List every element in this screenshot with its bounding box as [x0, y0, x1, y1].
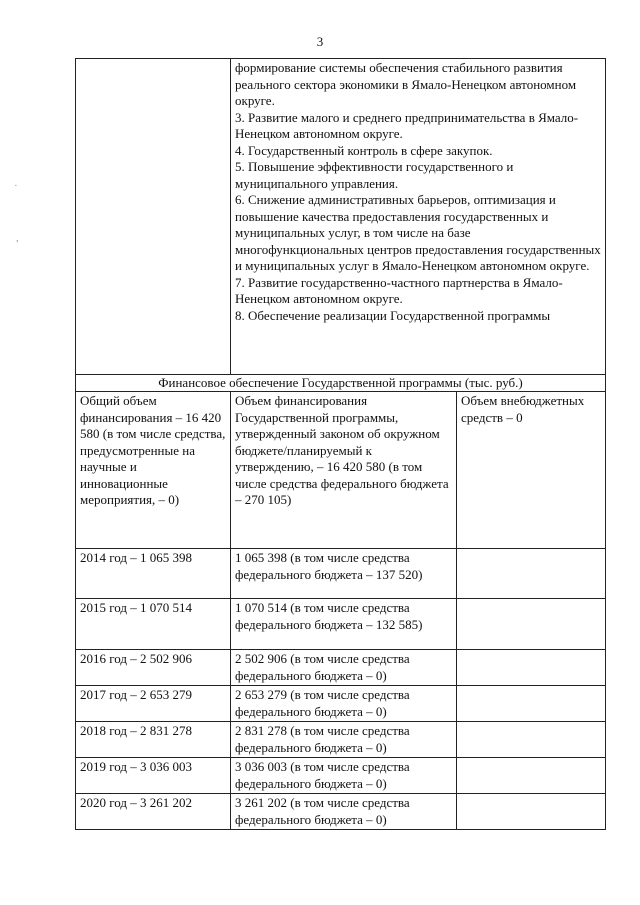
task-item: 3. Развитие малого и среднего предпринимательства в Ямало-Ненецком автономном округе.	[235, 109, 579, 141]
tasks-label-cell	[76, 59, 231, 375]
tasks-row	[76, 59, 606, 375]
year-row	[76, 599, 606, 650]
year-budget: 3 036 003 (в том числе средства федерального бюджета – 0)	[231, 758, 457, 794]
scan-speck: ·	[14, 180, 18, 192]
year-offbudget	[457, 794, 606, 830]
year-total: 2015 год – 1 070 514	[76, 599, 231, 650]
task-item: формирование системы обеспечения стабильного развития реального сектора экономики в Ямало-Ненецком автономном округе.	[235, 60, 577, 108]
year-total: 2016 год – 2 502 906	[76, 650, 231, 686]
passport-table-container	[75, 58, 605, 830]
passport-table	[75, 58, 606, 830]
year-budget: 1 065 398 (в том числе средства федерального бюджета – 137 520)	[231, 549, 457, 599]
year-offbudget	[457, 650, 606, 686]
page-number: 3	[316, 34, 324, 49]
year-offbudget	[457, 599, 606, 650]
year-budget: 2 831 278 (в том числе средства федерального бюджета – 0)	[231, 722, 457, 758]
task-item: 8. Обеспечение реализации Государственной программы	[235, 307, 551, 323]
year-row	[76, 722, 606, 758]
year-budget: 1 070 514 (в том числе средства федерального бюджета – 132 585)	[231, 599, 457, 650]
task-item: 5. Повышение эффективности государственного и муниципального управления.	[235, 159, 514, 191]
year-total: 2019 год – 3 036 003	[76, 758, 231, 794]
year-total: 2014 год – 1 065 398	[76, 549, 231, 599]
year-total: 2020 год – 3 261 202	[76, 794, 231, 830]
year-offbudget	[457, 549, 606, 599]
tasks-list	[235, 60, 602, 324]
year-total: 2017 год – 2 653 279	[76, 686, 231, 722]
task-item: 4. Государственный контроль в сфере закупок.	[235, 142, 493, 158]
financing-header-row	[76, 375, 606, 392]
year-offbudget	[457, 722, 606, 758]
task-item: 7. Развитие государственно-частного партнерства в Ямало-Ненецком автономном округе.	[235, 274, 563, 306]
year-budget: 2 502 906 (в том числе средства федерального бюджета – 0)	[231, 650, 457, 686]
financing-header: Финансовое обеспечение Государственной программы (тыс. руб.)	[76, 375, 606, 392]
year-budget: 2 653 279 (в том числе средства федерального бюджета – 0)	[231, 686, 457, 722]
budget-financing-cell: Объем финансирования Государственной программы, утвержденный законом об окружном бюджете/планируемый к утверждению, – 16 420 580 (в том числе средства федерального бюджета – 270 105)	[231, 392, 457, 549]
offbudget-financing-cell: Объем внебюджетных средств – 0	[457, 392, 606, 549]
year-row	[76, 549, 606, 599]
year-total: 2018 год – 2 831 278	[76, 722, 231, 758]
year-row	[76, 794, 606, 830]
financing-summary-row	[76, 392, 606, 549]
year-offbudget	[457, 758, 606, 794]
year-budget: 3 261 202 (в том числе средства федерального бюджета – 0)	[231, 794, 457, 830]
tasks-cell	[231, 59, 606, 375]
scan-speck: ,	[16, 232, 19, 244]
task-item: 6. Снижение административных барьеров, оптимизация и повышение качества предоставления государственных и муниципальных услуг, в том числе на базе многофункциональных центров предоставления государственных и муниципальных услуг в Ямало-Ненецком автономном округе.	[235, 192, 601, 273]
total-financing-cell: Общий объем финансирования – 16 420 580 (в том числе средства, предусмотренные на научные и инновационные мероприятия, – 0)	[76, 392, 231, 549]
year-row	[76, 686, 606, 722]
year-row	[76, 650, 606, 686]
year-row	[76, 758, 606, 794]
year-offbudget	[457, 686, 606, 722]
